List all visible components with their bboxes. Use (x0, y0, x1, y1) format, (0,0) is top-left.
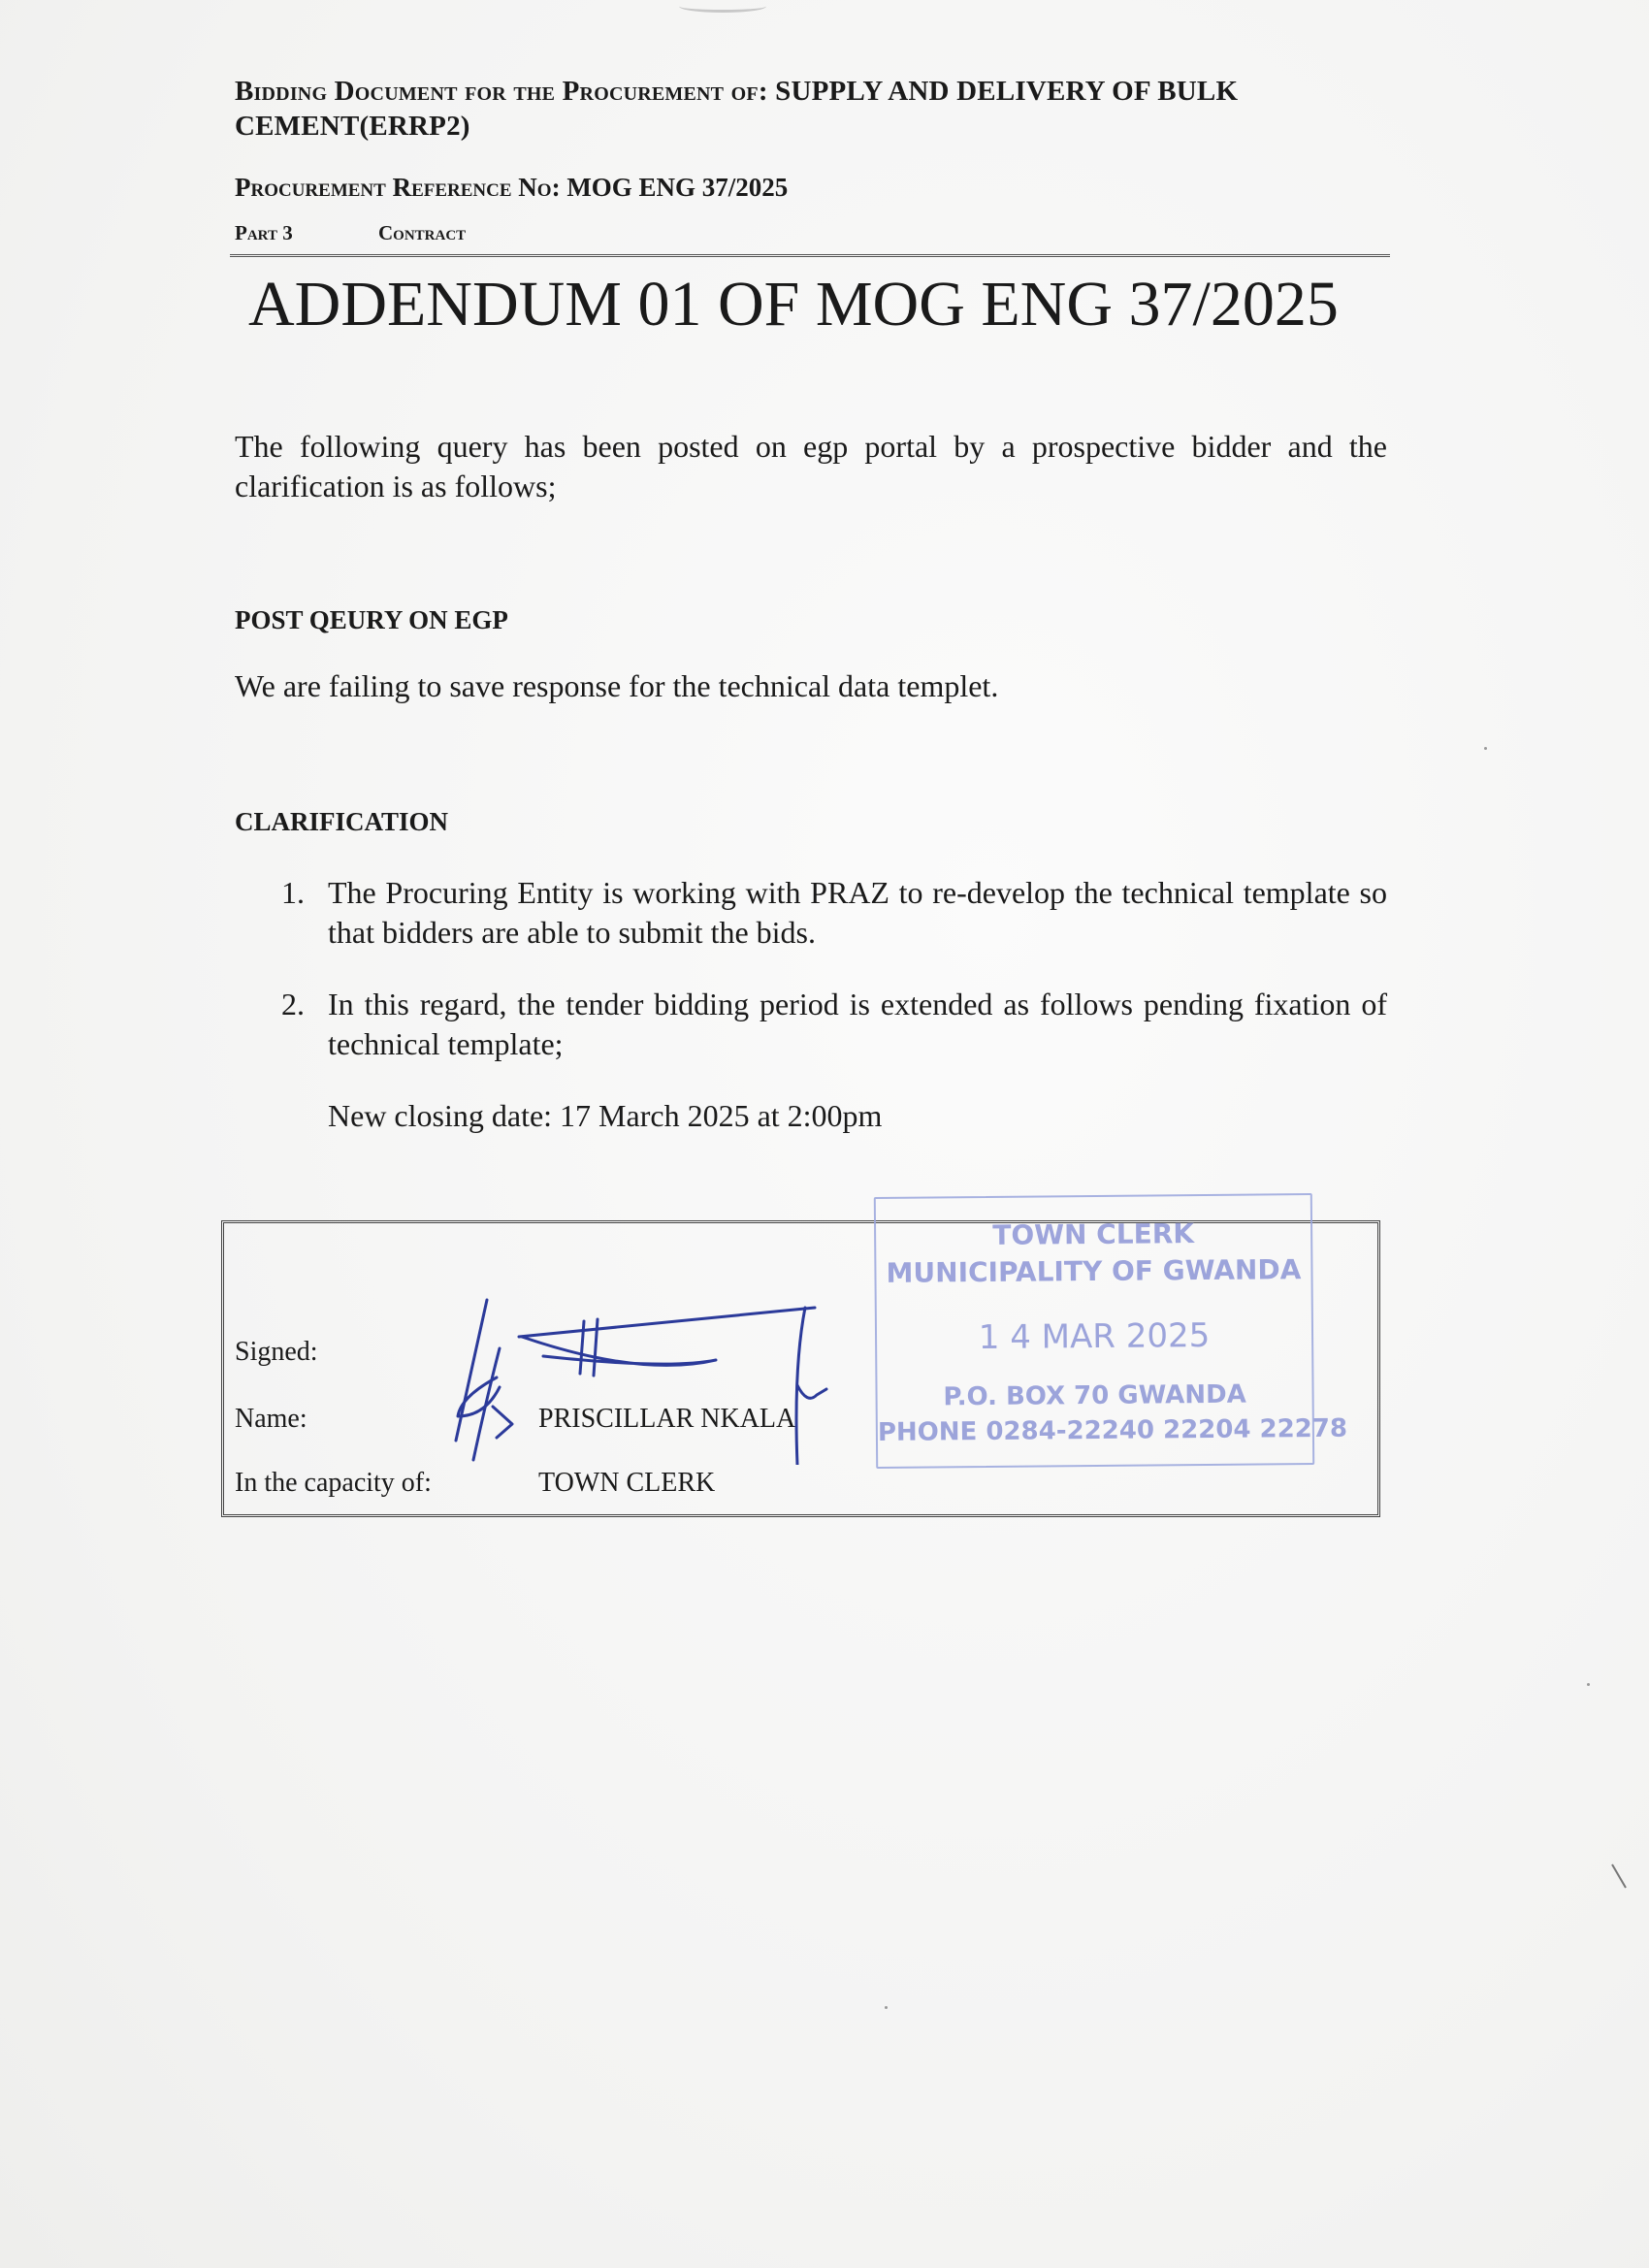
list-text: In this regard, the tender bidding period is extended as follows pending fixation of technical template; (328, 987, 1387, 1061)
clarification-item (281, 985, 1387, 1064)
list-text: The Procuring Entity is working with PRAZ to re-develop the technical template so that bidders are able to submit the bids. (328, 875, 1387, 950)
reference-value: MOG ENG 37/2025 (566, 173, 789, 202)
signatory-capacity: TOWN CLERK (538, 1468, 716, 1498)
clarification-heading: CLARIFICATION (235, 807, 449, 836)
scan-mark (679, 0, 766, 13)
procurement-reference (235, 173, 788, 203)
stamp-office: TOWN CLERK (992, 1217, 1195, 1251)
stamp-municipality: MUNICIPALITY OF GWANDA (886, 1253, 1302, 1289)
official-stamp (874, 1193, 1348, 1469)
clarification-item (281, 873, 1387, 953)
capacity-label: In the capacity of: (235, 1468, 432, 1498)
scan-speck (1484, 747, 1487, 750)
handwritten-signature-icon (407, 1280, 834, 1465)
part-line (235, 221, 467, 245)
scan-speck (885, 2006, 888, 2009)
scan-speck (1587, 1683, 1590, 1686)
query-heading: POST QEURY ON EGP (235, 605, 508, 634)
signatory-name: PRISCILLAR NKALA (538, 1404, 796, 1434)
intro-paragraph: The following query has been posted on egp portal by a prospective bidder and the clarification is as follows; (235, 429, 1387, 503)
list-number: 1. (281, 875, 305, 910)
header-bidding-document: Bidding Document for the Procurement of: (235, 76, 776, 107)
reference-label: Procurement Reference No: (235, 173, 567, 202)
list-number: 2. (281, 987, 305, 1021)
document-header-title (235, 74, 1399, 144)
addendum-title: ADDENDUM 01 OF MOG ENG 37/2025 (248, 269, 1339, 340)
signed-label: Signed: (235, 1337, 318, 1367)
header-procurement-subject: SUPPLY AND DELIVERY OF BULK CEMENT(ERRP2) (235, 76, 1239, 142)
part-label: Part 3 (235, 221, 293, 244)
stamp-date: 1 4 MAR 2025 (978, 1315, 1211, 1358)
new-closing-date: New closing date: 17 March 2025 at 2:00pm (328, 1098, 883, 1133)
scan-mark-icon (1610, 1863, 1630, 1892)
header-divider (230, 254, 1390, 257)
stamp-address: P.O. BOX 70 GWANDA (943, 1379, 1246, 1412)
query-text: We are failing to save response for the technical data templet. (235, 668, 999, 703)
name-label: Name: (235, 1404, 307, 1434)
section-label: Contract (378, 221, 467, 244)
stamp-phone: PHONE 0284-22240 22204 22278 (877, 1413, 1348, 1447)
